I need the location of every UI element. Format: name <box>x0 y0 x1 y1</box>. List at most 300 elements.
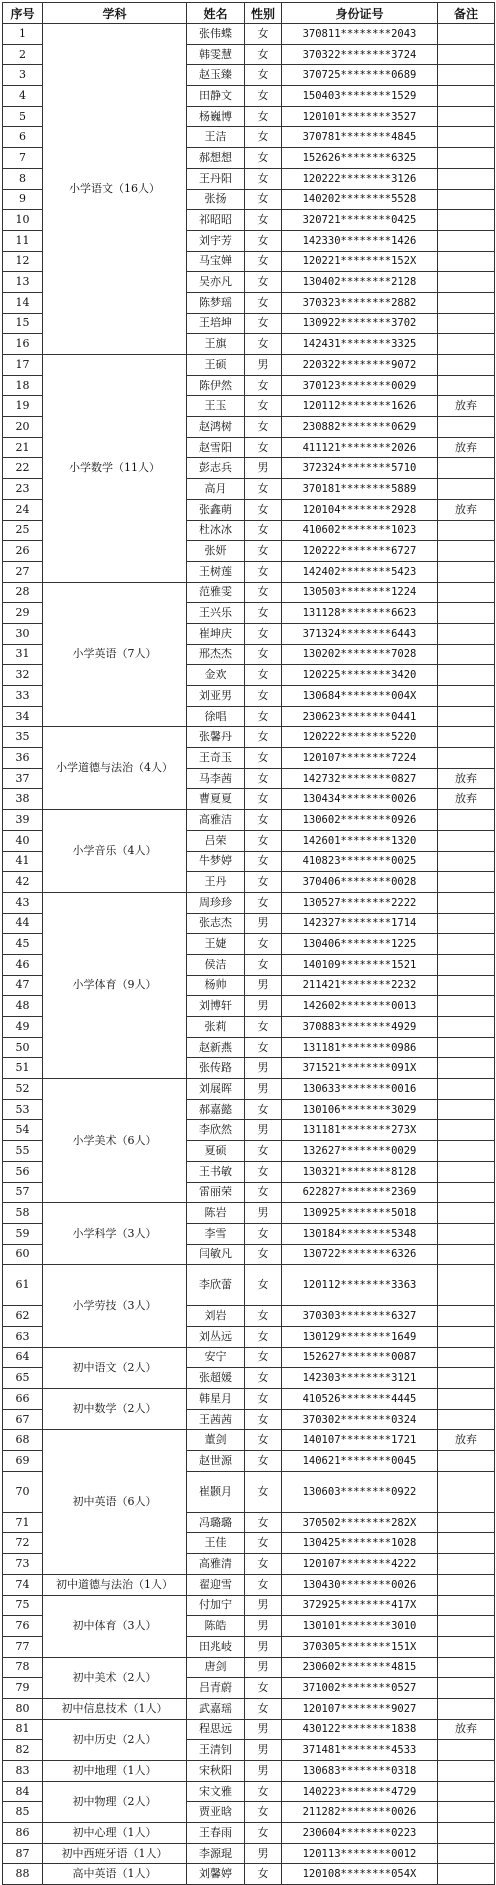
name-cell: 王丹阳 <box>187 168 245 189</box>
id-number-cell: 130684********004X <box>282 686 438 707</box>
note-cell <box>438 582 495 603</box>
seq-cell: 26 <box>3 541 43 562</box>
name-cell: 王树莲 <box>187 561 245 582</box>
gender-cell: 女 <box>245 872 282 893</box>
gender-cell: 女 <box>245 1017 282 1038</box>
name-cell: 高雅洁 <box>187 810 245 831</box>
name-cell: 王培坤 <box>187 313 245 334</box>
gender-cell: 女 <box>245 1430 282 1451</box>
id-number-cell: 370323********2882 <box>282 292 438 313</box>
name-cell: 刘亚男 <box>187 686 245 707</box>
name-cell: 张传路 <box>187 1058 245 1079</box>
id-number-cell: 430122********1838 <box>282 1719 438 1740</box>
note-cell <box>438 975 495 996</box>
gender-cell: 女 <box>245 313 282 334</box>
seq-cell: 79 <box>3 1678 43 1699</box>
seq-cell: 72 <box>3 1533 43 1554</box>
seq-cell: 21 <box>3 437 43 458</box>
id-number-cell: 130184********5348 <box>282 1223 438 1244</box>
note-cell <box>438 189 495 210</box>
gender-cell: 女 <box>245 520 282 541</box>
note-cell <box>438 1471 495 1512</box>
gender-cell: 男 <box>245 1843 282 1864</box>
id-number-cell: 142602********0013 <box>282 996 438 1017</box>
note-cell <box>438 1368 495 1389</box>
subject-cell: 初中美术（2人） <box>43 1657 187 1698</box>
id-number-cell: 622827********2369 <box>282 1182 438 1203</box>
id-number-cell: 130406********1225 <box>282 934 438 955</box>
id-number-cell: 120222********6727 <box>282 541 438 562</box>
name-cell: 冯璐璐 <box>187 1512 245 1533</box>
gender-cell: 女 <box>245 65 282 86</box>
seq-cell: 18 <box>3 375 43 396</box>
name-cell: 王奇玉 <box>187 748 245 769</box>
note-cell <box>438 272 495 293</box>
id-number-cell: 142402********5423 <box>282 561 438 582</box>
name-cell: 曹夏夏 <box>187 789 245 810</box>
gender-cell: 女 <box>245 1161 282 1182</box>
note-cell <box>438 1161 495 1182</box>
table-row <box>3 24 495 45</box>
seq-cell: 7 <box>3 148 43 169</box>
subject-cell: 小学数学（11人） <box>43 355 187 583</box>
seq-cell: 29 <box>3 603 43 624</box>
note-cell <box>438 1141 495 1162</box>
gender-cell: 女 <box>245 189 282 210</box>
note-cell <box>438 1389 495 1410</box>
seq-cell: 67 <box>3 1409 43 1430</box>
subject-cell: 小学美术（6人） <box>43 1079 187 1203</box>
name-cell: 王兴乐 <box>187 603 245 624</box>
id-number-cell: 130321********8128 <box>282 1161 438 1182</box>
note-cell <box>438 1595 495 1616</box>
note-cell <box>438 954 495 975</box>
id-number-cell: 230604********0223 <box>282 1823 438 1844</box>
seq-cell: 48 <box>3 996 43 1017</box>
seq-cell: 60 <box>3 1244 43 1265</box>
seq-cell: 32 <box>3 665 43 686</box>
gender-cell: 女 <box>245 1554 282 1575</box>
id-number-cell: 230882********0629 <box>282 417 438 438</box>
gender-cell: 男 <box>245 1595 282 1616</box>
id-number-cell: 120112********3363 <box>282 1265 438 1306</box>
subject-cell: 小学音乐（4人） <box>43 810 187 893</box>
gender-cell: 女 <box>245 954 282 975</box>
gender-cell: 女 <box>245 437 282 458</box>
id-number-cell: 372925********417X <box>282 1595 438 1616</box>
note-cell <box>438 603 495 624</box>
gender-cell: 女 <box>245 582 282 603</box>
gender-cell: 女 <box>245 1141 282 1162</box>
id-number-cell: 372324********5710 <box>282 458 438 479</box>
gender-cell: 女 <box>245 706 282 727</box>
gender-cell: 女 <box>245 375 282 396</box>
id-number-cell: 410526********4445 <box>282 1389 438 1410</box>
subject-cell: 小学道德与法治（4人） <box>43 727 187 810</box>
name-cell: 陈梦瑶 <box>187 292 245 313</box>
id-number-cell: 120107********4222 <box>282 1554 438 1575</box>
id-number-cell: 120108********054X <box>282 1864 438 1885</box>
id-number-cell: 130402********2128 <box>282 272 438 293</box>
name-cell: 王佳 <box>187 1533 245 1554</box>
name-cell: 刘展晖 <box>187 1079 245 1100</box>
table-row <box>3 1781 495 1802</box>
name-cell: 马李茜 <box>187 768 245 789</box>
gender-cell: 女 <box>245 148 282 169</box>
note-cell <box>438 830 495 851</box>
header-subject: 学科 <box>43 3 187 24</box>
note-cell: 放弃 <box>438 437 495 458</box>
seq-cell: 4 <box>3 86 43 107</box>
id-number-cell: 142330********1426 <box>282 230 438 251</box>
id-number-cell: 410823********0025 <box>282 851 438 872</box>
id-number-cell: 211421********2232 <box>282 975 438 996</box>
gender-cell: 女 <box>245 748 282 769</box>
note-cell <box>438 210 495 231</box>
note-cell: 放弃 <box>438 499 495 520</box>
gender-cell: 女 <box>245 106 282 127</box>
note-cell <box>438 1781 495 1802</box>
note-cell: 放弃 <box>438 1719 495 1740</box>
name-cell: 张妍 <box>187 541 245 562</box>
subject-cell: 初中历史（2人） <box>43 1719 187 1760</box>
id-number-cell: 142431********3325 <box>282 334 438 355</box>
note-cell <box>438 934 495 955</box>
table-body <box>3 24 495 1885</box>
name-cell: 王洁 <box>187 127 245 148</box>
seq-cell: 20 <box>3 417 43 438</box>
seq-cell: 35 <box>3 727 43 748</box>
seq-cell: 63 <box>3 1326 43 1347</box>
id-number-cell: 130527********2222 <box>282 892 438 913</box>
id-number-cell: 370123********0029 <box>282 375 438 396</box>
name-cell: 董剑 <box>187 1430 245 1451</box>
gender-cell: 女 <box>245 1265 282 1306</box>
gender-cell: 男 <box>245 1203 282 1224</box>
gender-cell: 女 <box>245 1533 282 1554</box>
note-cell <box>438 1099 495 1120</box>
seq-cell: 31 <box>3 644 43 665</box>
seq-cell: 6 <box>3 127 43 148</box>
id-number-cell: 130434********0026 <box>282 789 438 810</box>
seq-cell: 40 <box>3 830 43 851</box>
seq-cell: 41 <box>3 851 43 872</box>
note-cell <box>438 520 495 541</box>
name-cell: 安宁 <box>187 1347 245 1368</box>
gender-cell: 女 <box>245 272 282 293</box>
note-cell <box>438 1203 495 1224</box>
note-cell <box>438 1574 495 1595</box>
note-cell <box>438 1182 495 1203</box>
seq-cell: 53 <box>3 1099 43 1120</box>
seq-cell: 77 <box>3 1636 43 1657</box>
id-number-cell: 142601********1320 <box>282 830 438 851</box>
id-number-cell: 140223********4729 <box>282 1781 438 1802</box>
name-cell: 李雪 <box>187 1223 245 1244</box>
gender-cell: 女 <box>245 1368 282 1389</box>
seq-cell: 86 <box>3 1823 43 1844</box>
seq-cell: 70 <box>3 1471 43 1512</box>
id-number-cell: 132627********0029 <box>282 1141 438 1162</box>
table-row <box>3 1203 495 1224</box>
name-cell: 宋秋阳 <box>187 1761 245 1782</box>
id-number-cell: 150403********1529 <box>282 86 438 107</box>
id-number-cell: 130602********0926 <box>282 810 438 831</box>
subject-cell: 初中体育（3人） <box>43 1595 187 1657</box>
id-number-cell: 142732********0827 <box>282 768 438 789</box>
id-number-cell: 130425********1028 <box>282 1533 438 1554</box>
seq-cell: 75 <box>3 1595 43 1616</box>
note-cell <box>438 1037 495 1058</box>
id-number-cell: 140107********1721 <box>282 1430 438 1451</box>
seq-cell: 9 <box>3 189 43 210</box>
seq-cell: 54 <box>3 1120 43 1141</box>
note-cell <box>438 65 495 86</box>
name-cell: 杜冰冰 <box>187 520 245 541</box>
table-row <box>3 727 495 748</box>
id-number-cell: 130202********7028 <box>282 644 438 665</box>
id-number-cell: 370811********2043 <box>282 24 438 45</box>
table-row <box>3 355 495 376</box>
note-cell <box>438 230 495 251</box>
name-cell: 王硕 <box>187 355 245 376</box>
table-row <box>3 1265 495 1306</box>
seq-cell: 17 <box>3 355 43 376</box>
id-number-cell: 130101********3010 <box>282 1616 438 1637</box>
subject-cell: 高中英语（1人） <box>43 1864 187 1885</box>
gender-cell: 女 <box>245 417 282 438</box>
seq-cell: 58 <box>3 1203 43 1224</box>
gender-cell: 女 <box>245 1037 282 1058</box>
seq-cell: 19 <box>3 396 43 417</box>
roster-table-container <box>2 2 494 1885</box>
seq-cell: 43 <box>3 892 43 913</box>
name-cell: 翟迎雪 <box>187 1574 245 1595</box>
name-cell: 贾亚晗 <box>187 1802 245 1823</box>
note-cell <box>438 1636 495 1657</box>
name-cell: 唐剑 <box>187 1657 245 1678</box>
id-number-cell: 370305********151X <box>282 1636 438 1657</box>
id-number-cell: 120222********3126 <box>282 168 438 189</box>
gender-cell: 女 <box>245 789 282 810</box>
name-cell: 刘岩 <box>187 1306 245 1327</box>
table-row <box>3 810 495 831</box>
note-cell <box>438 1616 495 1637</box>
id-number-cell: 131128********6623 <box>282 603 438 624</box>
name-cell: 刘丛远 <box>187 1326 245 1347</box>
seq-cell: 24 <box>3 499 43 520</box>
note-cell <box>438 86 495 107</box>
note-cell <box>438 417 495 438</box>
seq-cell: 34 <box>3 706 43 727</box>
name-cell: 崔坤庆 <box>187 623 245 644</box>
gender-cell: 女 <box>245 1182 282 1203</box>
gender-cell: 女 <box>245 230 282 251</box>
name-cell: 田静文 <box>187 86 245 107</box>
gender-cell: 女 <box>245 1802 282 1823</box>
id-number-cell: 370406********0028 <box>282 872 438 893</box>
table-row <box>3 582 495 603</box>
name-cell: 高月 <box>187 479 245 500</box>
seq-cell: 5 <box>3 106 43 127</box>
seq-cell: 8 <box>3 168 43 189</box>
note-cell <box>438 727 495 748</box>
subject-cell: 初中地理（1人） <box>43 1761 187 1782</box>
gender-cell: 男 <box>245 1058 282 1079</box>
id-number-cell: 370322********3724 <box>282 44 438 65</box>
note-cell <box>438 810 495 831</box>
name-cell: 宋文雅 <box>187 1781 245 1802</box>
table-row <box>3 1761 495 1782</box>
id-number-cell: 130430********0026 <box>282 1574 438 1595</box>
seq-cell: 30 <box>3 623 43 644</box>
gender-cell: 女 <box>245 24 282 45</box>
note-cell <box>438 148 495 169</box>
note-cell <box>438 644 495 665</box>
seq-cell: 15 <box>3 313 43 334</box>
note-cell <box>438 1698 495 1719</box>
seq-cell: 42 <box>3 872 43 893</box>
name-cell: 王茜茜 <box>187 1409 245 1430</box>
gender-cell: 女 <box>245 1678 282 1699</box>
note-cell <box>438 1512 495 1533</box>
id-number-cell: 371324********6443 <box>282 623 438 644</box>
id-number-cell: 130129********1649 <box>282 1326 438 1347</box>
seq-cell: 55 <box>3 1141 43 1162</box>
id-number-cell: 370883********4929 <box>282 1017 438 1038</box>
seq-cell: 66 <box>3 1389 43 1410</box>
gender-cell: 男 <box>245 996 282 1017</box>
id-number-cell: 370181********5889 <box>282 479 438 500</box>
name-cell: 邢杰杰 <box>187 644 245 665</box>
name-cell: 徐唱 <box>187 706 245 727</box>
id-number-cell: 120113********0012 <box>282 1843 438 1864</box>
name-cell: 崔颢月 <box>187 1471 245 1512</box>
note-cell <box>438 44 495 65</box>
seq-cell: 57 <box>3 1182 43 1203</box>
seq-cell: 73 <box>3 1554 43 1575</box>
gender-cell: 女 <box>245 210 282 231</box>
name-cell: 赵鸿树 <box>187 417 245 438</box>
seq-cell: 61 <box>3 1265 43 1306</box>
seq-cell: 74 <box>3 1574 43 1595</box>
note-cell <box>438 892 495 913</box>
name-cell: 付加宁 <box>187 1595 245 1616</box>
note-cell <box>438 1533 495 1554</box>
seq-cell: 3 <box>3 65 43 86</box>
id-number-cell: 120222********5220 <box>282 727 438 748</box>
name-cell: 吕荣 <box>187 830 245 851</box>
name-cell: 金欢 <box>187 665 245 686</box>
name-cell: 刘宇芳 <box>187 230 245 251</box>
name-cell: 赵新燕 <box>187 1037 245 1058</box>
gender-cell: 女 <box>245 1823 282 1844</box>
note-cell <box>438 168 495 189</box>
gender-cell: 男 <box>245 975 282 996</box>
note-cell <box>438 1843 495 1864</box>
header-row <box>3 3 495 24</box>
note-cell <box>438 313 495 334</box>
subject-cell: 初中信息技术（1人） <box>43 1698 187 1719</box>
name-cell: 王丹 <box>187 872 245 893</box>
id-number-cell: 142327********1714 <box>282 913 438 934</box>
gender-cell: 男 <box>245 1636 282 1657</box>
id-number-cell: 140202********5528 <box>282 189 438 210</box>
name-cell: 闫敏凡 <box>187 1244 245 1265</box>
id-number-cell: 130106********3029 <box>282 1099 438 1120</box>
gender-cell: 男 <box>245 1719 282 1740</box>
seq-cell: 13 <box>3 272 43 293</box>
id-number-cell: 131181********0986 <box>282 1037 438 1058</box>
note-cell <box>438 748 495 769</box>
name-cell: 王玉 <box>187 396 245 417</box>
note-cell: 放弃 <box>438 789 495 810</box>
seq-cell: 1 <box>3 24 43 45</box>
table-row <box>3 892 495 913</box>
seq-cell: 62 <box>3 1306 43 1327</box>
table-row <box>3 1347 495 1368</box>
gender-cell: 女 <box>245 1326 282 1347</box>
name-cell: 郝嘉懿 <box>187 1099 245 1120</box>
note-cell <box>438 665 495 686</box>
seq-cell: 25 <box>3 520 43 541</box>
name-cell: 陈皓 <box>187 1616 245 1637</box>
id-number-cell: 120225********3420 <box>282 665 438 686</box>
table-row <box>3 1864 495 1885</box>
gender-cell: 男 <box>245 1761 282 1782</box>
name-cell: 范雅雯 <box>187 582 245 603</box>
note-cell <box>438 355 495 376</box>
seq-cell: 44 <box>3 913 43 934</box>
seq-cell: 27 <box>3 561 43 582</box>
id-number-cell: 120112********1626 <box>282 396 438 417</box>
gender-cell: 女 <box>245 499 282 520</box>
subject-cell: 初中英语（6人） <box>43 1430 187 1574</box>
table-row <box>3 1079 495 1100</box>
gender-cell: 男 <box>245 1120 282 1141</box>
header-name: 姓名 <box>187 3 245 24</box>
seq-cell: 22 <box>3 458 43 479</box>
seq-cell: 50 <box>3 1037 43 1058</box>
gender-cell: 女 <box>245 1409 282 1430</box>
seq-cell: 12 <box>3 251 43 272</box>
gender-cell: 男 <box>245 913 282 934</box>
note-cell <box>438 1740 495 1761</box>
subject-cell: 初中数学（2人） <box>43 1389 187 1430</box>
gender-cell: 女 <box>245 1244 282 1265</box>
note-cell <box>438 1409 495 1430</box>
gender-cell: 女 <box>245 623 282 644</box>
seq-cell: 68 <box>3 1430 43 1451</box>
name-cell: 李源琨 <box>187 1843 245 1864</box>
seq-cell: 49 <box>3 1017 43 1038</box>
seq-cell: 59 <box>3 1223 43 1244</box>
name-cell: 侯洁 <box>187 954 245 975</box>
id-number-cell: 220322********9072 <box>282 355 438 376</box>
seq-cell: 88 <box>3 1864 43 1885</box>
seq-cell: 64 <box>3 1347 43 1368</box>
id-number-cell: 230602********4815 <box>282 1657 438 1678</box>
name-cell: 李欣蕾 <box>187 1265 245 1306</box>
gender-cell: 女 <box>245 851 282 872</box>
name-cell: 吴亦凡 <box>187 272 245 293</box>
name-cell: 张志杰 <box>187 913 245 934</box>
note-cell <box>438 1864 495 1885</box>
gender-cell: 女 <box>245 1099 282 1120</box>
note-cell <box>438 1223 495 1244</box>
gender-cell: 女 <box>245 686 282 707</box>
gender-cell: 女 <box>245 127 282 148</box>
